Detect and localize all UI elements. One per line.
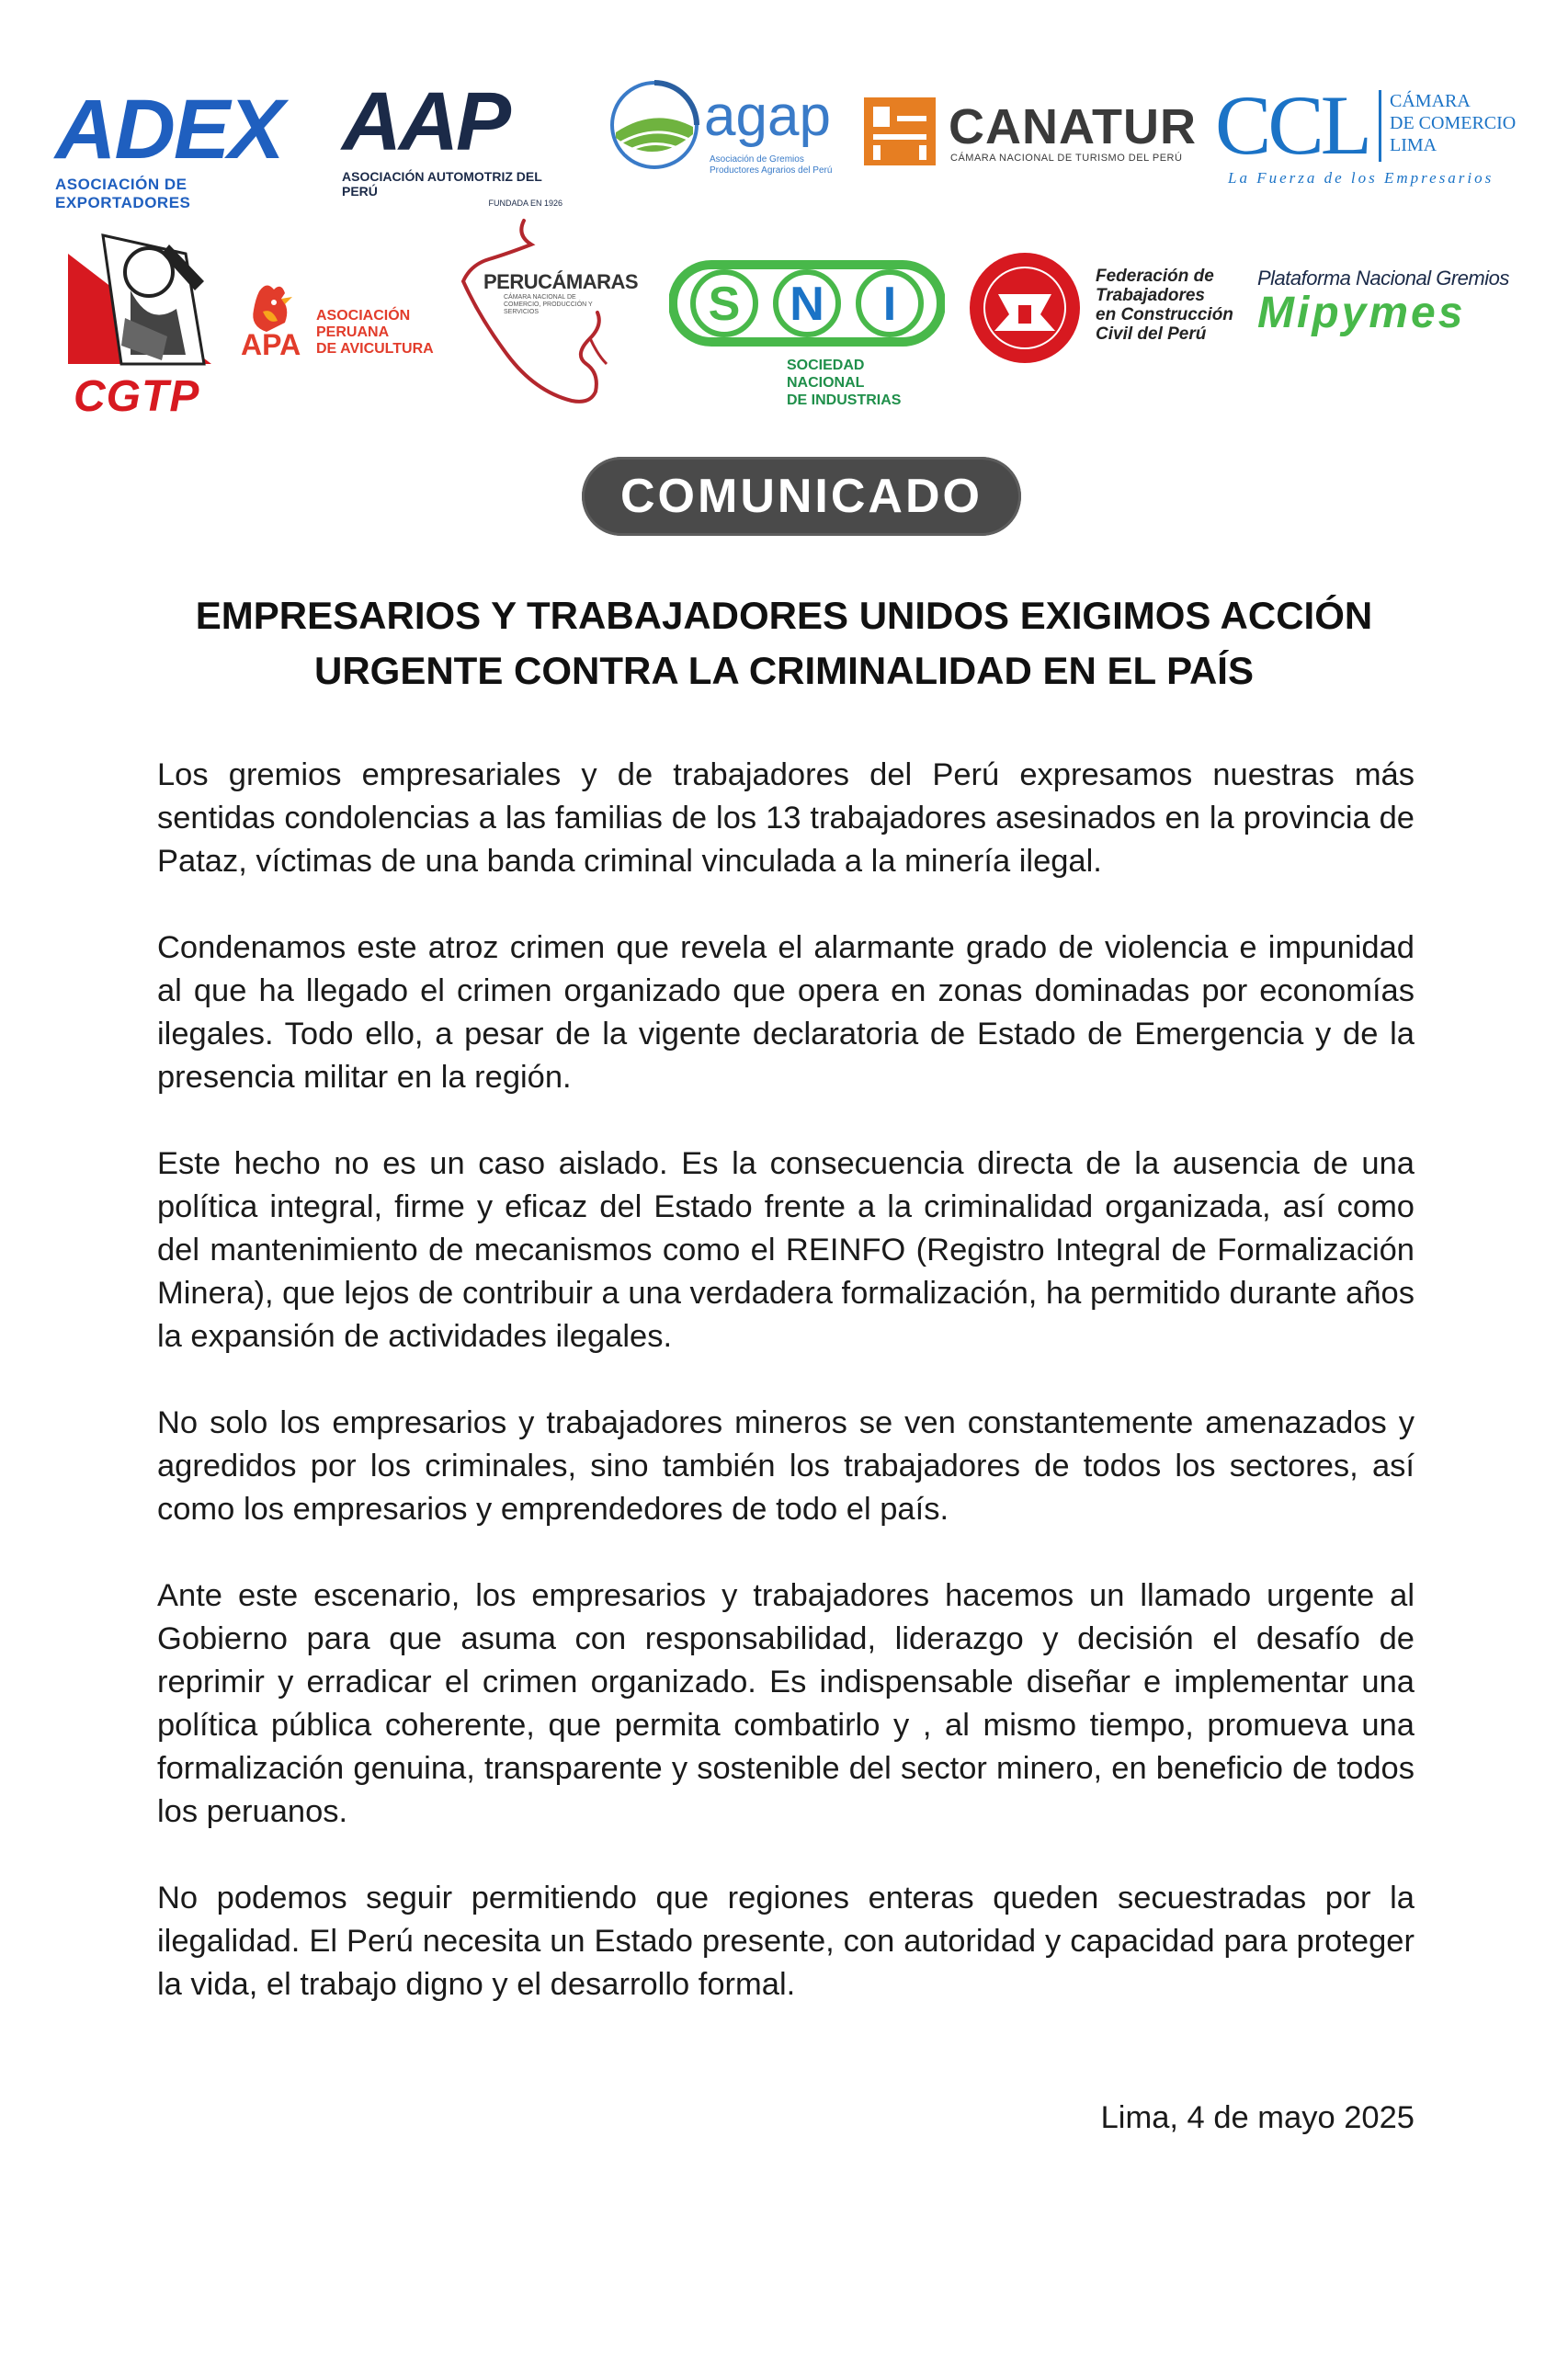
agap-subtitle-line2: Productores Agrarios del Perú — [710, 165, 833, 176]
mipymes-logo — [1257, 267, 1533, 349]
ftcc-line4: Civil del Perú — [1096, 324, 1207, 344]
aap-logo-name: AAP — [342, 76, 509, 168]
ccl-line2: DE COMERCIO — [1390, 113, 1517, 133]
ftcc-line3: en Construcción — [1096, 305, 1233, 324]
page-title — [156, 588, 1412, 699]
ccl-divider — [1379, 90, 1381, 162]
apa-logo-text — [316, 308, 434, 358]
paragraph-1: Los gremios empresariales y de trabajadores del Perú expresamos nuestras más sentidas condolencias a las familias de los 13 trabajadores asesinados en la provincia de Pataz, víctimas de una banda criminal vinculada a la minería ilegal. — [157, 757, 1415, 879]
mipymes-logo-line2: Mipymes — [1257, 289, 1466, 337]
title-line-1: EMPRESARIOS Y TRABAJADORES UNIDOS EXIGIMOS ACCIÓN — [195, 594, 1373, 637]
aap-logo-founded: FUNDADA EN 1926 — [488, 199, 562, 208]
sni-logo-subtitle — [787, 357, 945, 409]
sni-emblem — [669, 257, 945, 349]
cgtp-logo — [66, 226, 213, 419]
ftcc-line1: Federación de — [1096, 267, 1214, 286]
sni-line1: SOCIEDAD NACIONAL — [787, 358, 865, 391]
perucamaras-logo-subtitle: CÁMARA NACIONAL DE COMERCIO, PRODUCCIÓN Y SERVICIOS — [504, 294, 593, 315]
apa-line1: ASOCIACIÓN — [316, 308, 411, 324]
apa-line2: PERUANA — [316, 324, 390, 340]
paragraph-5: Ante este escenario, los empresarios y trabajadores hacemos un llamado urgente al Gobierno para que asuma con responsabilidad, liderazgo y decisión el desafío de reprimir y erradicar el crimen organizado. Es indispensable diseñar e implementar una política pública coherente, que permita combatirlo y , al mismo tiempo, promueva una formalización genuina, transparente y sostenible del sector minero, en beneficio de todos los peruanos. — [157, 1578, 1415, 1829]
title-line-2: URGENTE CONTRA LA CRIMINALIDAD EN EL PAÍS — [313, 649, 1254, 692]
agap-logo — [608, 74, 833, 184]
ccl-tagline: La Fuerza de los Empresarios — [1228, 169, 1494, 187]
cgtp-emblem-icon — [66, 226, 213, 373]
cgtp-logo-name: CGTP — [74, 372, 200, 421]
mipymes-logo-line1: Plataforma Nacional Gremios — [1257, 267, 1509, 290]
canatur-logo-name: CANATUR — [949, 99, 1197, 154]
paragraph-4: No solo los empresarios y trabajadores mineros se ven constantemente amenazados y agredidos por los criminales, sino también los trabajadores de todos los sectores, así como los empresarios y emprendedores de todo el país. — [157, 1405, 1415, 1527]
aap-logo — [342, 76, 581, 208]
paragraph-3: Este hecho no es un caso aislado. Es la consecuencia directa de la ausencia de una política integral, firme y eficaz del Estado frente a la criminalidad organizada, así como del mantenimiento de mecanismos como el REINFO (Registro Integral de Formalización Minera), que lejos de contribuir a una verdadera formalización, ha permitido durante años la expansión de actividades ilegales. — [157, 1146, 1415, 1354]
ccl-logo-side-text — [1390, 90, 1516, 156]
adex-logo-subtitle: ASOCIACIÓN DE EXPORTADORES — [55, 176, 191, 211]
date-line: Lima, 4 de mayo 2025 — [1100, 2100, 1415, 2135]
adex-logo — [55, 83, 312, 211]
agap-globe-icon — [608, 79, 700, 171]
canatur-logo-subtitle: CÁMARA NACIONAL DE TURISMO DEL PERÚ — [950, 153, 1183, 164]
sni-letter-n: N — [790, 278, 824, 331]
ftcc-seal-icon — [967, 250, 1083, 366]
agap-logo-name: agap — [704, 85, 831, 148]
sni-logo — [669, 257, 945, 408]
ftcc-line2: Trabajadores — [1096, 286, 1205, 305]
ftcc-logo — [967, 250, 1243, 369]
adex-logo-name: ADEX — [55, 83, 283, 176]
ccl-logo — [1215, 78, 1528, 193]
ccl-line1: CÁMARA — [1390, 91, 1471, 111]
sni-letter-s: S — [708, 278, 741, 331]
paragraph-2: Condenamos este atroz crimen que revela el alarmante grado de violencia e impunidad al que ha llegado el crimen organizado que opera en zonas dominadas por economías ilegales. Todo ello, a pesar de la vigente declaratoria de Estado de Emergencia y de la presencia militar en la región. — [157, 930, 1415, 1095]
canatur-logo — [864, 96, 1195, 169]
ccl-logo-name: CCL — [1215, 78, 1369, 172]
canatur-building-icon — [864, 97, 936, 165]
agap-subtitle-line1: Asociación de Gremios — [710, 154, 804, 165]
sni-letter-i: I — [882, 278, 897, 331]
apa-logo — [241, 262, 452, 372]
sni-line2: DE INDUSTRIAS — [787, 392, 902, 408]
ccl-line3: LIMA — [1390, 135, 1437, 155]
paragraph-6: No podemos seguir permitiendo que regiones enteras queden secuestradas por la ilegalidad. El Perú necesita un Estado presente, con autoridad y capacidad para proteger la vida, el trabajo digno y el desarrollo formal. — [157, 1881, 1415, 2002]
agap-logo-subtitle — [710, 154, 838, 176]
perucamaras-logo-name: PERUCÁMARAS — [483, 270, 639, 293]
apa-logo-name: APA — [241, 328, 301, 361]
comunicado-badge: COMUNICADO — [582, 457, 1021, 536]
apa-line3: DE AVICULTURA — [316, 341, 434, 357]
ftcc-logo-text — [1096, 267, 1233, 344]
statement-body — [157, 754, 1415, 2050]
perucamaras-logo — [452, 217, 639, 410]
aap-logo-subtitle: ASOCIACIÓN AUTOMOTRIZ DEL PERÚ — [342, 169, 542, 199]
